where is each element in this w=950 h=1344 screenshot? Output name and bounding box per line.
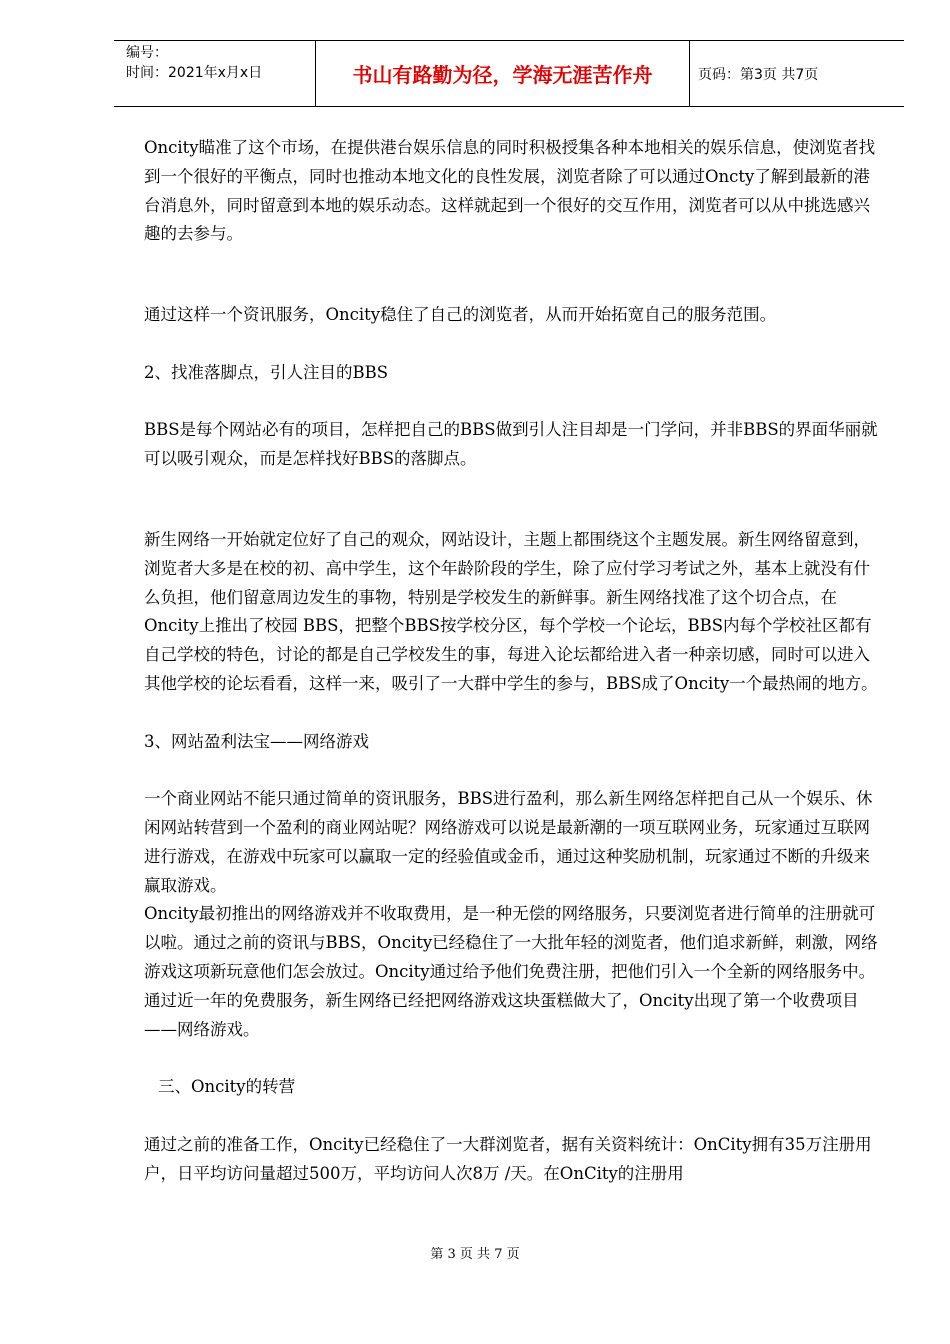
paragraph: BBS是每个网站必有的项目，怎样把自己的BBS做到引人注目却是一门学问，并非BBS的界面华丽就可以吸引观众，而是怎样找好BBS的落脚点。 [144, 420, 878, 469]
header-meta [126, 43, 262, 83]
header-page-label: 页码：第3页 共7页 [698, 67, 819, 83]
paragraph: 一个商业网站不能只通过简单的资讯服务，BBS进行盈利，那么新生网络怎样把自己从一个娱乐、休闲网站转营到一个盈利的商业网站呢？网络游戏可以说是最新潮的一项互联网业务，玩家通过互联网进行游戏，在游戏中玩家可以赢取一定的经验值或金币，通过这种奖励机制，玩家通过不断的升级来赢取游戏。 [144, 789, 873, 895]
page-footer: 第 3 页 共 7 页 [430, 1247, 520, 1262]
paragraph: 通过之前的准备工作，Oncity已经稳住了一大群浏览者，据有关资料统计：OnCity拥有35万注册用户，日平均访问量超过500万，平均访问人次8万 /天。在OnCity的注册用 [144, 1134, 872, 1183]
header-time-label: 时间：2021年x月x日 [126, 65, 263, 81]
paragraph: 新生网络一开始就定位好了自己的观众，网站设计，主题上都围绕这个主题发展。新生网络留意到，浏览者大多是在校的初、高中学生，这个年龄阶段的学生，除了应付学习考试之外，基本上就没有什么负担，他们留意周边发生的事物，特别是学校发生的新鲜事。新生网络找准了这个切合点，在Oncity上推出了校园 BBS，把整个BBS按学校分区，每个学校一个论坛，BBS内每个学校社区都有自己学校的特色，讨论的都是自己学校发生的事，每进入论坛都给进入者一种亲切感，同时可以进入其他学校的论坛看看，这样一来，吸引了一大群中学生的参与，BBS成了Oncity一个最热闹的地方。 [144, 529, 878, 693]
document-body [144, 134, 884, 1188]
header-divider [689, 41, 690, 106]
paragraph: Oncity最初推出的网络游戏并不收取费用，是一种无偿的网络服务，只要浏览者进行简单的注册就可以啦。通过之前的资讯与BBS，Oncity已经稳住了一大批年轻的浏览者，他们追求新鲜，刺激，网络游戏这项新玩意他们怎会放过。Oncity通过给予他们免费注册，把他们引入一个全新的网络服务中。通过近一年的免费服务，新生网络已经把网络游戏这块蛋糕做大了，Oncity出现了第一个收费项目——网络游戏。 [144, 904, 878, 1039]
page-header [114, 40, 904, 107]
section-heading: 2、找准落脚点，引人注目的BBS [144, 362, 389, 382]
section-heading: 三、Oncity的转营 [158, 1077, 296, 1097]
paragraph: 通过这样一个资讯服务，Oncity稳住了自己的浏览者，从而开始拓宽自己的服务范围。 [144, 305, 777, 325]
section-heading: 3、网站盈利法宝——网络游戏 [144, 731, 369, 751]
paragraph: Oncity瞄准了这个市场，在提供港台娱乐信息的同时积极授集各种本地相关的娱乐信息，使浏览者找到一个很好的平衡点，同时也推动本地文化的良性发展，浏览者除了可以通过Oncty了解到最新的港台消息外，同时留意到本地的娱乐动态。这样就起到一个很好的交互作用，浏览者可以从中挑选感兴趣的去参与。 [144, 138, 876, 244]
header-number-label: 编号： [126, 45, 168, 61]
header-motto: 书山有路勤为径，学海无涯苦作舟 [352, 63, 653, 87]
